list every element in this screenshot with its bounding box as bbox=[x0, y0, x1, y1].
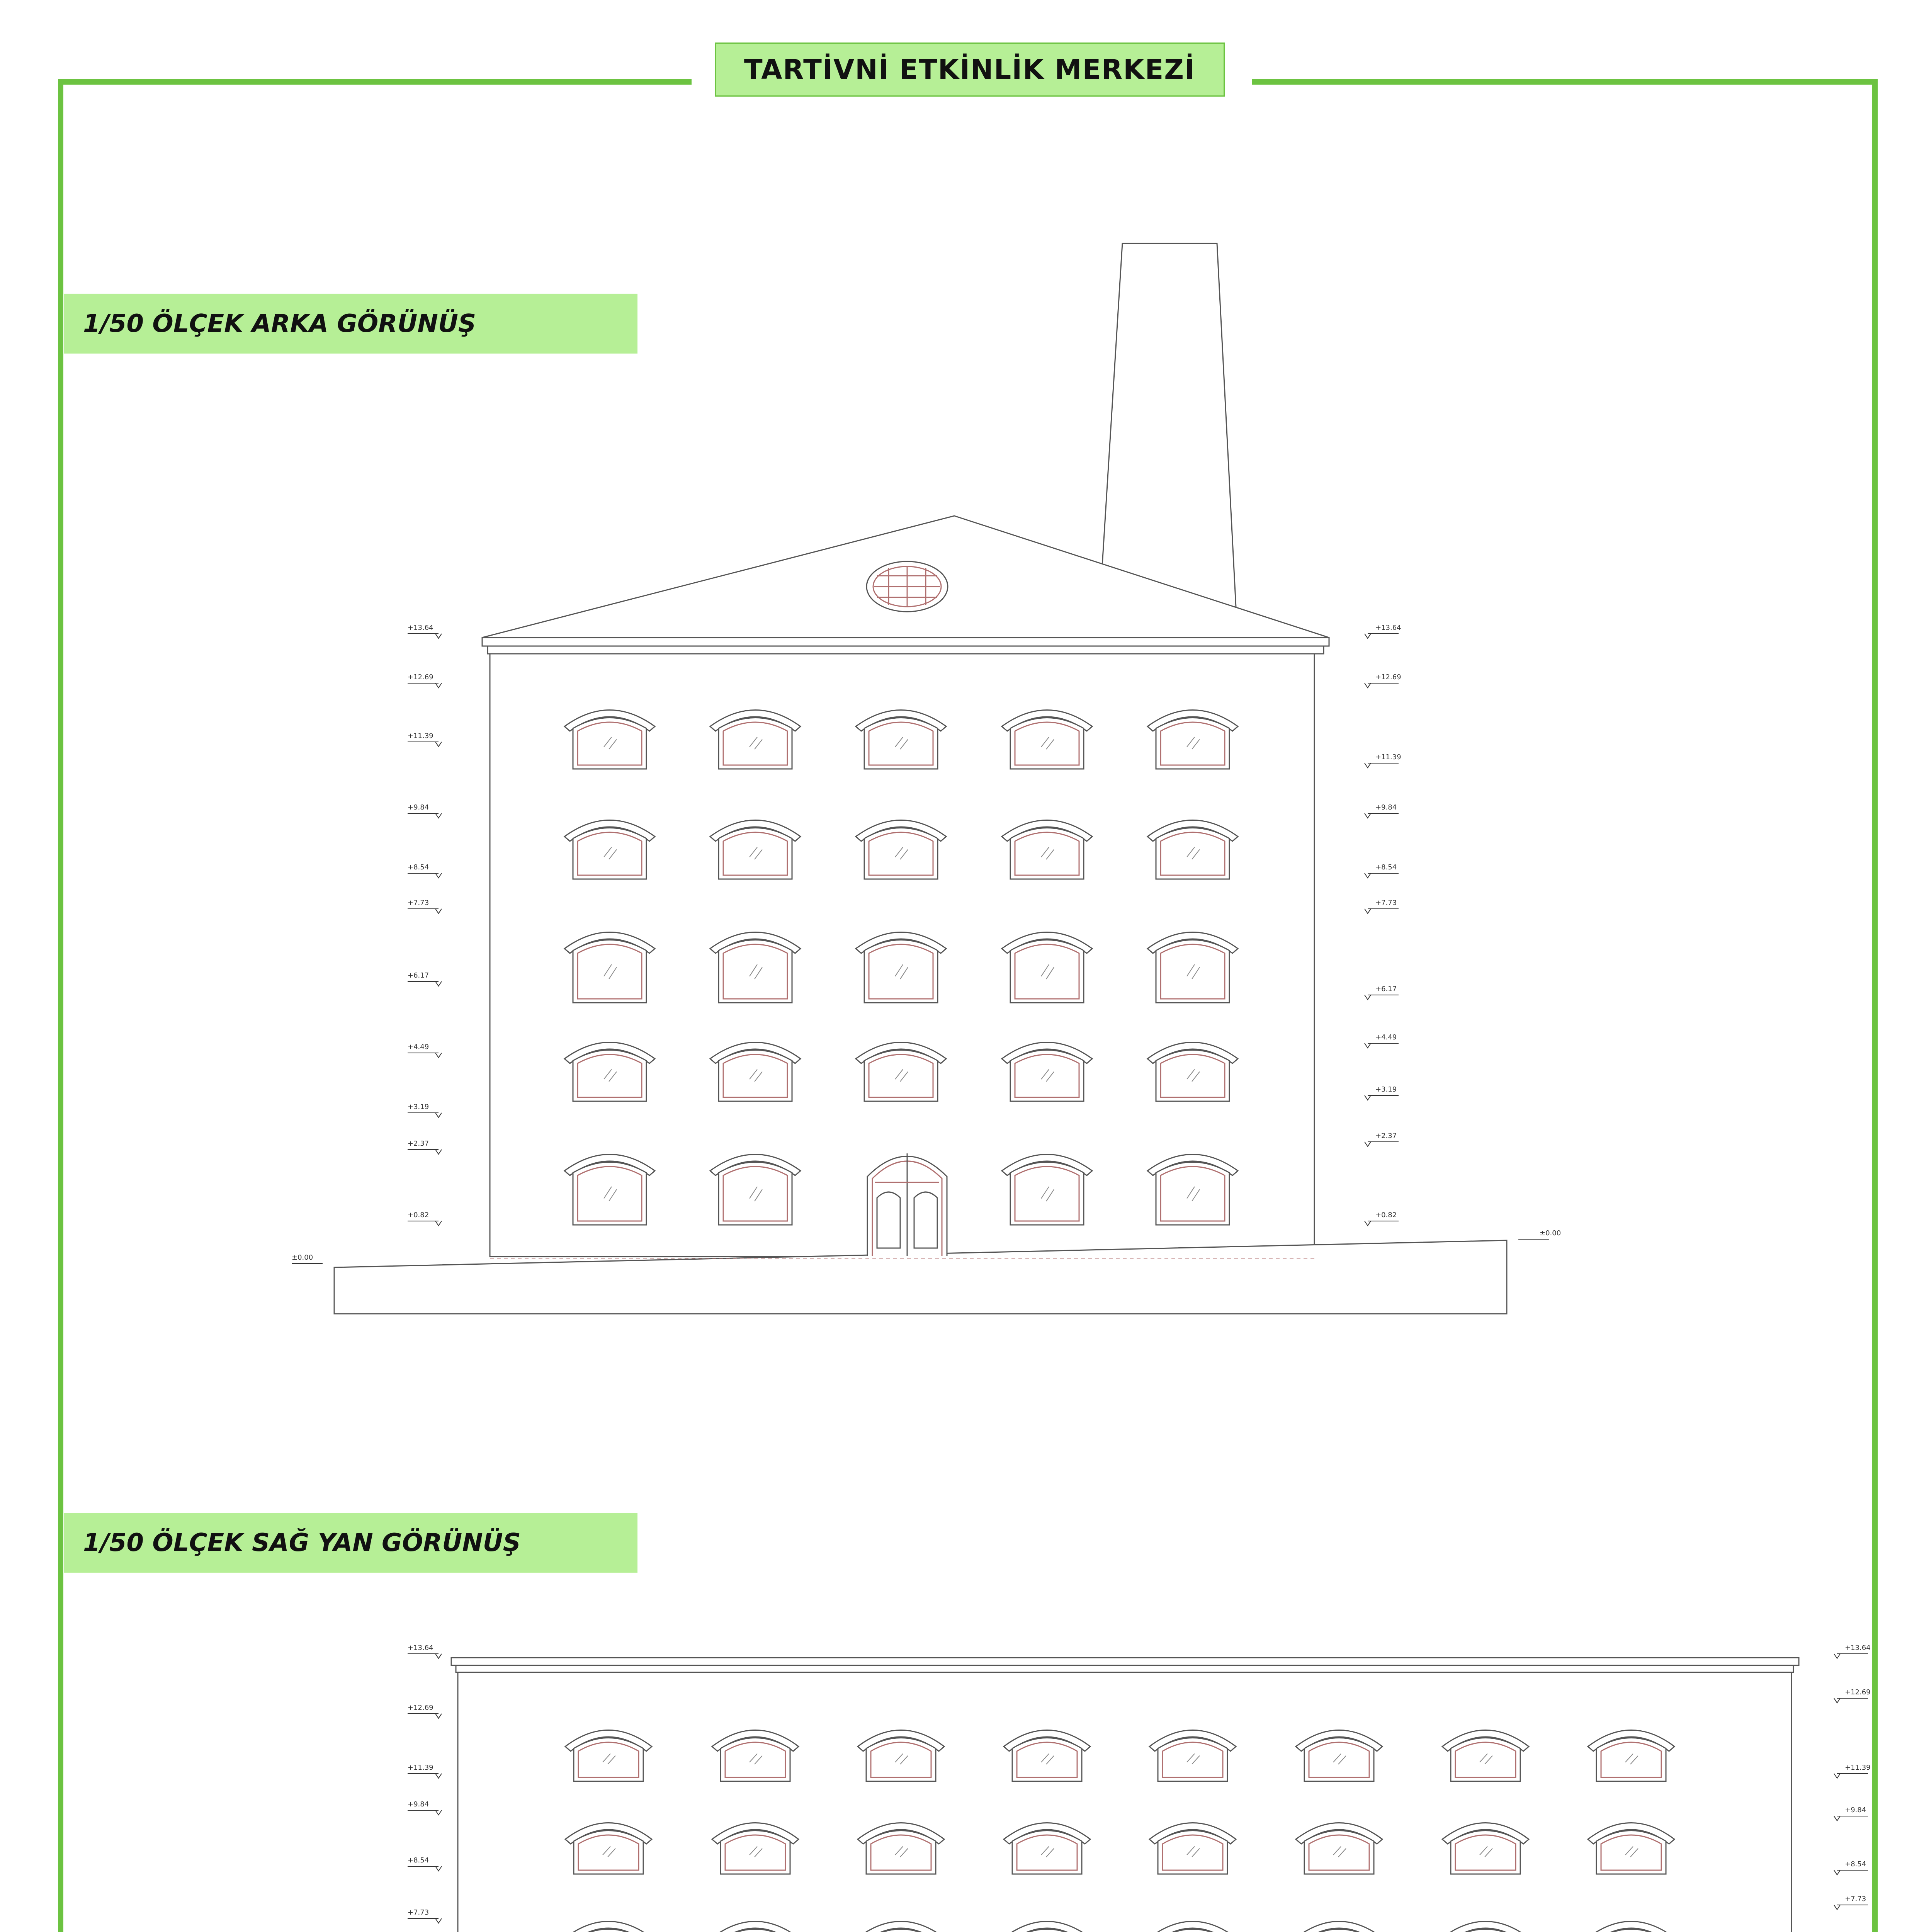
arched-window bbox=[856, 820, 946, 879]
level-label: +7.73 bbox=[1845, 1895, 1866, 1903]
level-marker-icon bbox=[1365, 909, 1371, 913]
rear-elevation bbox=[334, 243, 1507, 1314]
level-label: +7.73 bbox=[1375, 899, 1397, 907]
arched-window bbox=[858, 1823, 944, 1874]
level-marker-icon bbox=[1365, 634, 1371, 638]
level-label: +13.64 bbox=[1845, 1644, 1871, 1652]
side-elevation bbox=[87, 1658, 1799, 1932]
level-label: +13.64 bbox=[408, 624, 433, 632]
arched-window bbox=[858, 1730, 944, 1782]
chimney bbox=[1099, 243, 1236, 614]
level-marker-icon bbox=[1365, 683, 1371, 688]
level-label: +11.39 bbox=[1845, 1764, 1871, 1772]
arched-window bbox=[1149, 1823, 1236, 1874]
arched-window bbox=[1442, 1730, 1529, 1782]
sheet-title: TARTİVNİ ETKİNLİK MERKEZİ bbox=[715, 43, 1225, 97]
arched-window bbox=[1149, 1730, 1236, 1782]
arched-window bbox=[712, 1823, 799, 1874]
level-marker-icon bbox=[435, 981, 442, 986]
level-marker-icon bbox=[435, 813, 442, 818]
level-marker-icon bbox=[435, 909, 442, 913]
arched-window bbox=[565, 1730, 652, 1782]
arched-window bbox=[1147, 820, 1238, 879]
level-label: +3.19 bbox=[1375, 1085, 1397, 1094]
level-marker-icon bbox=[435, 1113, 442, 1117]
level-label: +4.49 bbox=[408, 1043, 429, 1051]
level-marker-icon bbox=[435, 1866, 442, 1871]
arched-window bbox=[1296, 1730, 1382, 1782]
level-label: +2.37 bbox=[1375, 1132, 1397, 1140]
arched-window bbox=[1588, 1823, 1674, 1874]
level-label: +4.49 bbox=[1375, 1033, 1397, 1041]
level-label: +9.84 bbox=[408, 1800, 429, 1808]
level-label: +9.84 bbox=[408, 803, 429, 811]
arched-window bbox=[1147, 1155, 1238, 1225]
level-label: +8.54 bbox=[408, 863, 429, 871]
level-label: +12.69 bbox=[408, 1704, 433, 1712]
level-marker-icon bbox=[435, 1774, 442, 1778]
level-marker-icon bbox=[1365, 813, 1371, 818]
arched-window bbox=[856, 1043, 946, 1102]
level-label: +8.54 bbox=[1375, 863, 1397, 871]
attic-round-window bbox=[867, 561, 948, 612]
rear-entrance-door bbox=[867, 1153, 947, 1256]
level-marker-icon bbox=[1365, 1221, 1371, 1226]
level-marker-icon bbox=[1365, 763, 1371, 768]
side-level-markers-right bbox=[1834, 1644, 1871, 1932]
arched-window bbox=[856, 932, 946, 1003]
arched-window bbox=[1442, 1823, 1529, 1874]
level-marker-icon bbox=[1365, 1095, 1371, 1100]
rear-level-markers-right bbox=[1365, 624, 1401, 1226]
arched-window bbox=[1002, 820, 1092, 879]
side-view-label: 1/50 ÖLÇEK SAĞ YAN GÖRÜNÜŞ bbox=[64, 1513, 637, 1573]
arched-window bbox=[564, 820, 655, 879]
level-label: +2.37 bbox=[408, 1139, 429, 1148]
side-cornice bbox=[451, 1658, 1799, 1665]
level-marker-icon bbox=[435, 1654, 442, 1658]
arched-window bbox=[710, 820, 801, 879]
arched-window bbox=[710, 932, 801, 1003]
level-marker-icon bbox=[1834, 1698, 1840, 1703]
arched-window bbox=[712, 1730, 799, 1782]
level-marker-icon bbox=[1365, 1043, 1371, 1048]
rear-level-markers-left bbox=[408, 624, 442, 1226]
arched-window bbox=[1296, 1823, 1382, 1874]
arched-window bbox=[564, 932, 655, 1003]
level-label: +11.39 bbox=[1375, 753, 1401, 761]
rear-view-label: 1/50 ÖLÇEK ARKA GÖRÜNÜŞ bbox=[64, 294, 637, 354]
level-marker-icon bbox=[435, 1221, 442, 1226]
ground-level-left: ±0.00 bbox=[292, 1253, 313, 1262]
level-label: +0.82 bbox=[408, 1211, 429, 1219]
level-marker-icon bbox=[435, 683, 442, 688]
level-marker-icon bbox=[1834, 1870, 1840, 1875]
arched-window bbox=[564, 710, 655, 769]
level-label: +6.17 bbox=[408, 971, 429, 980]
arched-window bbox=[710, 1043, 801, 1102]
arched-window bbox=[1147, 1043, 1238, 1102]
level-marker-icon bbox=[435, 873, 442, 878]
level-marker-icon bbox=[1365, 873, 1371, 878]
level-marker-icon bbox=[1834, 1905, 1840, 1910]
level-marker-icon bbox=[1834, 1654, 1840, 1658]
level-label: +7.73 bbox=[408, 899, 429, 907]
level-marker-icon bbox=[435, 1714, 442, 1718]
level-label: +13.64 bbox=[408, 1644, 433, 1652]
level-label: +12.69 bbox=[1845, 1688, 1871, 1696]
arched-window bbox=[1147, 710, 1238, 769]
level-marker-icon bbox=[1834, 1774, 1840, 1778]
level-label: +8.54 bbox=[408, 1856, 429, 1864]
arched-window bbox=[565, 1823, 652, 1874]
arched-window bbox=[1002, 1043, 1092, 1102]
level-label: +0.82 bbox=[1375, 1211, 1397, 1219]
arched-window bbox=[564, 1043, 655, 1102]
arched-window bbox=[1147, 932, 1238, 1003]
level-marker-icon bbox=[435, 1810, 442, 1815]
level-marker-icon bbox=[435, 742, 442, 747]
level-label: +6.17 bbox=[1375, 985, 1397, 993]
level-label: +11.39 bbox=[408, 1764, 433, 1772]
arched-window bbox=[1004, 1823, 1090, 1874]
arched-window bbox=[710, 1155, 801, 1225]
side-level-markers-left bbox=[408, 1644, 442, 1932]
level-marker-icon bbox=[435, 1918, 442, 1923]
arched-window bbox=[710, 710, 801, 769]
arched-window bbox=[1588, 1730, 1674, 1782]
level-marker-icon bbox=[435, 634, 442, 638]
arched-window bbox=[856, 710, 946, 769]
arched-window bbox=[1002, 710, 1092, 769]
level-marker-icon bbox=[435, 1150, 442, 1154]
level-label: +12.69 bbox=[1375, 673, 1401, 681]
arched-window bbox=[1002, 932, 1092, 1003]
level-marker-icon bbox=[1834, 1816, 1840, 1821]
level-marker-icon bbox=[1365, 1142, 1371, 1146]
level-label: +13.64 bbox=[1375, 624, 1401, 632]
level-label: +9.84 bbox=[1845, 1806, 1866, 1814]
level-label: +9.84 bbox=[1375, 803, 1397, 811]
cornice bbox=[482, 638, 1329, 646]
level-label: +8.54 bbox=[1845, 1860, 1866, 1868]
level-label: +3.19 bbox=[408, 1103, 429, 1111]
side-facade-body bbox=[458, 1672, 1792, 1932]
level-label: +12.69 bbox=[408, 673, 433, 681]
level-marker-icon bbox=[1365, 995, 1371, 1000]
level-marker-icon bbox=[435, 1053, 442, 1058]
level-label: +11.39 bbox=[408, 732, 433, 740]
arched-window bbox=[564, 1155, 655, 1225]
arched-window bbox=[1002, 1155, 1092, 1225]
arched-window bbox=[1004, 1730, 1090, 1782]
level-label: +7.73 bbox=[408, 1908, 429, 1917]
ground-level-right: ±0.00 bbox=[1540, 1229, 1561, 1237]
